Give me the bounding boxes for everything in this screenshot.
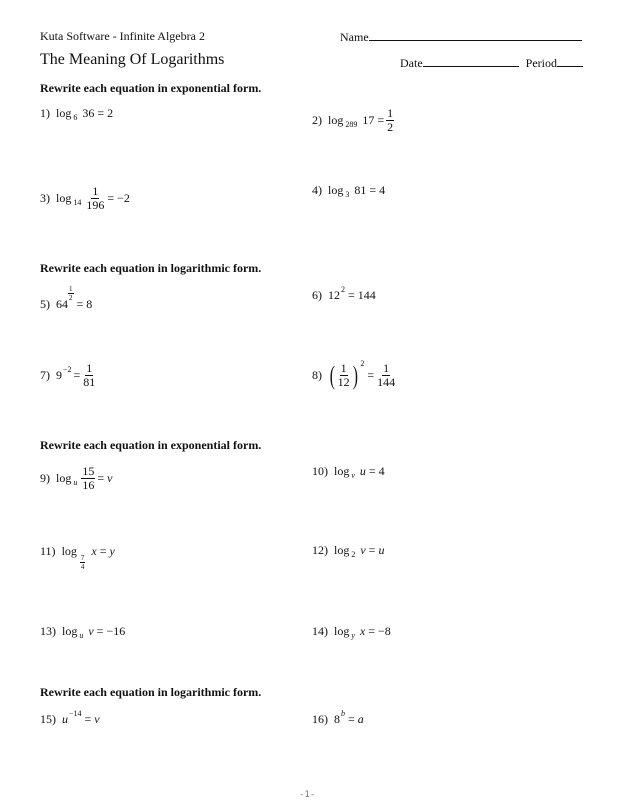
problem-number: 11) — [40, 544, 56, 558]
exponent-fraction — [68, 285, 74, 302]
section-instruction: Rewrite each equation in logarithmic form. — [40, 685, 262, 699]
problem-number: 5) — [40, 297, 50, 311]
worksheet-title: The Meaning Of Logarithms — [40, 51, 225, 68]
problem-4 — [312, 183, 385, 198]
name-blank[interactable] — [369, 29, 582, 41]
problem-10 — [312, 464, 385, 479]
period-label: Period — [525, 56, 557, 70]
base: 64 — [56, 297, 68, 311]
equals: = — [99, 544, 107, 558]
rhs: a — [357, 712, 364, 726]
problem-number: 10) — [312, 464, 328, 478]
base: 8 — [334, 712, 340, 726]
problem-5 — [40, 285, 93, 311]
log-fn: log — [61, 544, 77, 558]
denominator: 81 — [83, 375, 96, 389]
log-arg: 81 — [354, 183, 367, 197]
numerator: 1 — [340, 361, 347, 375]
denominator: 16 — [82, 478, 95, 492]
rhs: = 4 — [368, 464, 385, 478]
problem-number: 12) — [312, 543, 328, 557]
denominator: 144 — [377, 375, 396, 389]
log-base: v — [351, 471, 355, 480]
rhs: u — [378, 543, 385, 557]
numerator: 15 — [82, 464, 95, 478]
log-arg: x — [91, 544, 97, 558]
equals: = — [348, 712, 355, 726]
problem-number: 9) — [40, 471, 50, 485]
equals: = — [368, 543, 376, 557]
equals: = — [97, 471, 105, 485]
log-base-fraction — [80, 554, 86, 571]
log-fn: log — [334, 543, 350, 557]
log-arg: v — [88, 624, 94, 638]
section-instruction: Rewrite each equation in exponential form. — [40, 81, 262, 95]
problem-13 — [40, 624, 125, 639]
problem-number: 8) — [312, 368, 322, 382]
rhs: v — [94, 712, 100, 726]
exponent: b — [341, 709, 345, 718]
denominator: 12 — [337, 375, 350, 389]
log-fn: log — [328, 113, 344, 127]
section-instruction: Rewrite each equation in logarithmic form. — [40, 261, 262, 275]
problem-number: 14) — [312, 624, 328, 638]
problem-number: 13) — [40, 624, 56, 638]
equals: = — [377, 113, 385, 127]
rhs: y — [109, 544, 115, 558]
denominator: 196 — [86, 198, 105, 212]
rhs-fraction — [386, 107, 394, 134]
log-base: 2 — [351, 550, 356, 559]
problem-number: 4) — [312, 183, 322, 197]
problem-8 — [312, 359, 398, 390]
rhs: = 144 — [348, 288, 376, 302]
numerator: 1 — [383, 361, 390, 375]
log-base: y — [351, 631, 355, 640]
denominator: 2 — [69, 294, 73, 302]
problem-16 — [312, 709, 364, 727]
problem-3 — [40, 185, 130, 212]
log-fn: log — [62, 624, 78, 638]
problem-11 — [40, 543, 115, 571]
problem-number: 15) — [40, 712, 56, 726]
log-arg: u — [359, 464, 366, 478]
date-period-fields — [400, 55, 583, 71]
exponent: 2 — [360, 359, 365, 368]
exponent: −2 — [63, 365, 72, 374]
problem-9 — [40, 465, 112, 492]
publisher-label: Kuta Software - Infinite Algebra 2 — [40, 29, 205, 43]
log-base: 14 — [73, 198, 82, 207]
exponent: 2 — [341, 285, 345, 294]
rhs: = 2 — [97, 106, 114, 120]
log-base: 3 — [345, 190, 350, 199]
section-instruction: Rewrite each equation in exponential form. — [40, 438, 262, 452]
inner-fraction — [337, 362, 351, 389]
equals: = — [73, 368, 81, 382]
exponent: −14 — [69, 709, 82, 718]
problem-number: 2) — [312, 113, 322, 127]
problem-15 — [40, 709, 100, 727]
date-label: Date — [400, 56, 423, 70]
base: u — [62, 712, 68, 726]
denominator: 2 — [387, 120, 394, 134]
equals: = — [367, 368, 375, 382]
rhs: = −2 — [107, 191, 130, 205]
denominator: 4 — [80, 563, 85, 571]
log-fn: log — [334, 464, 350, 478]
numerator: 1 — [387, 106, 394, 120]
numerator: 1 — [92, 184, 99, 198]
problem-number: 1) — [40, 106, 50, 120]
arg-fraction — [85, 185, 105, 212]
problem-number: 3) — [40, 191, 50, 205]
name-label: Name — [340, 30, 369, 44]
log-fn: log — [56, 191, 72, 205]
left-paren: ( — [329, 360, 335, 390]
name-field[interactable] — [340, 29, 582, 45]
rhs-fraction — [376, 362, 396, 389]
page-number: -1- — [299, 790, 316, 800]
numerator: 7 — [80, 554, 85, 562]
equals: = — [84, 712, 92, 726]
rhs: = 8 — [76, 297, 93, 311]
numerator: 1 — [86, 361, 93, 375]
rhs: = −8 — [368, 624, 391, 638]
problem-7 — [40, 362, 98, 389]
rhs: = 4 — [369, 183, 386, 197]
rhs: v — [107, 471, 113, 485]
rhs: = −16 — [96, 624, 126, 638]
right-paren: ) — [352, 360, 358, 390]
date-blank[interactable] — [423, 55, 519, 67]
base: 12 — [328, 288, 340, 302]
log-fn: log — [328, 183, 344, 197]
problem-number: 6) — [312, 288, 322, 302]
log-fn: log — [56, 106, 72, 120]
problem-number: 7) — [40, 368, 50, 382]
log-base: u — [73, 478, 78, 487]
problem-6 — [312, 285, 376, 303]
log-arg: v — [360, 543, 366, 557]
log-fn: log — [334, 624, 350, 638]
period-blank[interactable] — [557, 55, 583, 67]
problem-12 — [312, 543, 384, 558]
problem-2 — [312, 107, 396, 134]
numerator: 1 — [69, 285, 73, 293]
problem-1 — [40, 106, 113, 121]
log-arg: 17 — [362, 113, 375, 127]
rhs-fraction — [82, 362, 96, 389]
log-base: 6 — [73, 113, 78, 122]
log-arg: 36 — [82, 106, 95, 120]
log-fn: log — [56, 471, 72, 485]
arg-fraction — [81, 465, 95, 492]
log-arg: x — [359, 624, 366, 638]
base: 9 — [56, 368, 62, 382]
log-base: u — [79, 631, 84, 640]
log-base: 289 — [345, 120, 358, 129]
problem-14 — [312, 624, 391, 639]
problem-number: 16) — [312, 712, 328, 726]
